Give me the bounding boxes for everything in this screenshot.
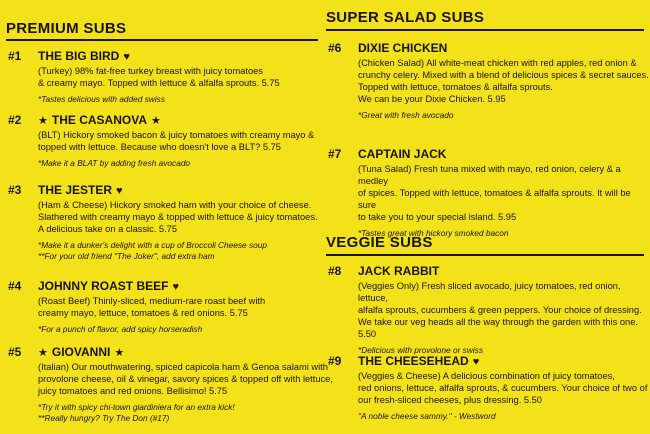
heart-icon: ♥ xyxy=(472,356,480,368)
menu-item-the-big-bird xyxy=(8,49,280,105)
item-note: *Try it with spicy chi-town giardiniera for an extra kick! **Really hungry? Try The Don (#17) xyxy=(38,402,235,423)
item-number: #8 xyxy=(328,264,342,278)
section-title-premium-subs: PREMIUM SUBS xyxy=(6,20,127,37)
item-name: THE CASANOVA xyxy=(51,113,147,127)
item-name: DIXIE CHICKEN xyxy=(358,41,448,55)
star-icon: ★ xyxy=(38,115,48,127)
menu-item-the-cheesehead xyxy=(328,354,647,422)
item-note: "A noble cheese sammy." - Westword xyxy=(358,411,496,421)
item-description: (Italian) Our mouthwatering, spiced capicola ham & Genoa salami with provolone cheese, oil & vinegar, savory spices & topped off with lettuce, juicy tomatoes and red onions. Bellisimo! 5.75 xyxy=(38,362,333,396)
item-number: #3 xyxy=(8,183,22,197)
section-divider xyxy=(326,29,644,31)
section-title-super-salad-subs: SUPER SALAD SUBS xyxy=(326,9,485,26)
item-description: (Chicken Salad) All white-meat chicken with red apples, red onion & crunchy celery. Mixed with a blend of delicious spices & secret sauces. Topped with lettuce, tomatoes & alfalfa sprouts. We can be your Dixie Chicken. 5.95 xyxy=(358,58,649,104)
item-name: JOHNNY ROAST BEEF xyxy=(38,279,169,293)
item-number: #1 xyxy=(8,49,22,63)
item-number: #2 xyxy=(8,113,22,127)
star-icon: ★ xyxy=(114,347,125,359)
item-note: *Make it a BLAT by adding fresh avocado xyxy=(38,158,191,168)
item-description: (Turkey) 98% fat-free turkey breast with juicy tomatoes & creamy mayo. Topped with lettuce & alfalfa sprouts. 5.75 xyxy=(38,66,280,88)
heart-icon: ♥ xyxy=(123,51,130,63)
item-name: CAPTAIN JACK xyxy=(358,147,447,161)
star-icon: ★ xyxy=(38,347,48,359)
item-note: *Great with fresh avocado xyxy=(358,110,454,120)
heart-icon: ♥ xyxy=(116,185,123,197)
item-description: (BLT) Hickory smoked bacon & juicy tomatoes with creamy mayo & topped with lettuce. Because who doesn't love a BLT? 5.75 xyxy=(38,130,315,152)
heart-icon: ♥ xyxy=(172,281,179,293)
item-name: THE JESTER xyxy=(38,183,113,197)
item-name: THE CHEESEHEAD xyxy=(358,354,469,368)
item-note: *Tastes great with hickory smoked bacon xyxy=(358,228,509,238)
item-note: *For a punch of flavor, add spicy horseradish xyxy=(38,324,203,334)
item-description: (Ham & Cheese) Hickory smoked ham with your choice of cheese. Slathered with creamy mayo & topped with lettuce & juicy tomatoes. A delicious take on a classic. 5.75 xyxy=(38,200,318,234)
section-title-veggie-subs: VEGGIE SUBS xyxy=(326,234,433,251)
menu-item-the-casanova xyxy=(8,113,314,169)
menu-item-giovanni xyxy=(8,345,333,424)
item-number: #9 xyxy=(328,354,342,368)
item-description: (Roast Beef) Thinly-sliced, medium-rare roast beef with creamy mayo, lettuce, tomatoes & red onions. 5.75 xyxy=(38,296,266,318)
section-divider xyxy=(6,39,318,41)
item-note: *Delicious with provolone or swiss xyxy=(358,345,483,355)
item-number: #4 xyxy=(8,279,22,293)
menu-item-captain-jack xyxy=(328,147,650,239)
menu-item-dixie-chicken xyxy=(328,41,649,121)
menu-item-the-jester xyxy=(8,183,318,262)
star-icon: ★ xyxy=(151,115,161,127)
item-name: THE BIG BIRD xyxy=(38,49,120,63)
item-number: #6 xyxy=(328,41,342,55)
item-number: #7 xyxy=(328,147,342,161)
item-description: (Tuna Salad) Fresh tuna mixed with mayo, red onion, celery & a medley of spices. Topped with lettuce, tomatoes & alfalfa sprouts. It will be sure to take you to your special island. 5.95 xyxy=(358,164,631,222)
item-description: (Veggies Only) Fresh sliced avocado, juicy tomatoes, red onion, lettuce, alfalfa sprouts, cucumbers & green peppers. Your choice of dressing. We take our veg heads all the way through the garden with this one. 5.50 xyxy=(358,281,642,339)
item-name: JACK RABBIT xyxy=(358,264,440,278)
item-note: *Tastes delicious with added swiss xyxy=(38,94,165,104)
item-description: (Veggies & Cheese) A delicious combination of juicy tomatoes, red onions, lettuce, alfalfa sprouts, & cucumbers. Your choice of two of our fresh-sliced cheeses, plus dressing. 5.50 xyxy=(358,371,648,405)
item-name: GIOVANNI xyxy=(51,345,111,359)
item-number: #5 xyxy=(8,345,22,359)
section-divider xyxy=(326,254,644,256)
item-note: *Make it a dunker's delight with a cup of Broccoli Cheese soup **For your old friend "The Joker", add extra ham xyxy=(38,240,267,261)
menu-item-johnny-roast-beef xyxy=(8,279,265,335)
menu-item-jack-rabbit xyxy=(328,264,650,356)
